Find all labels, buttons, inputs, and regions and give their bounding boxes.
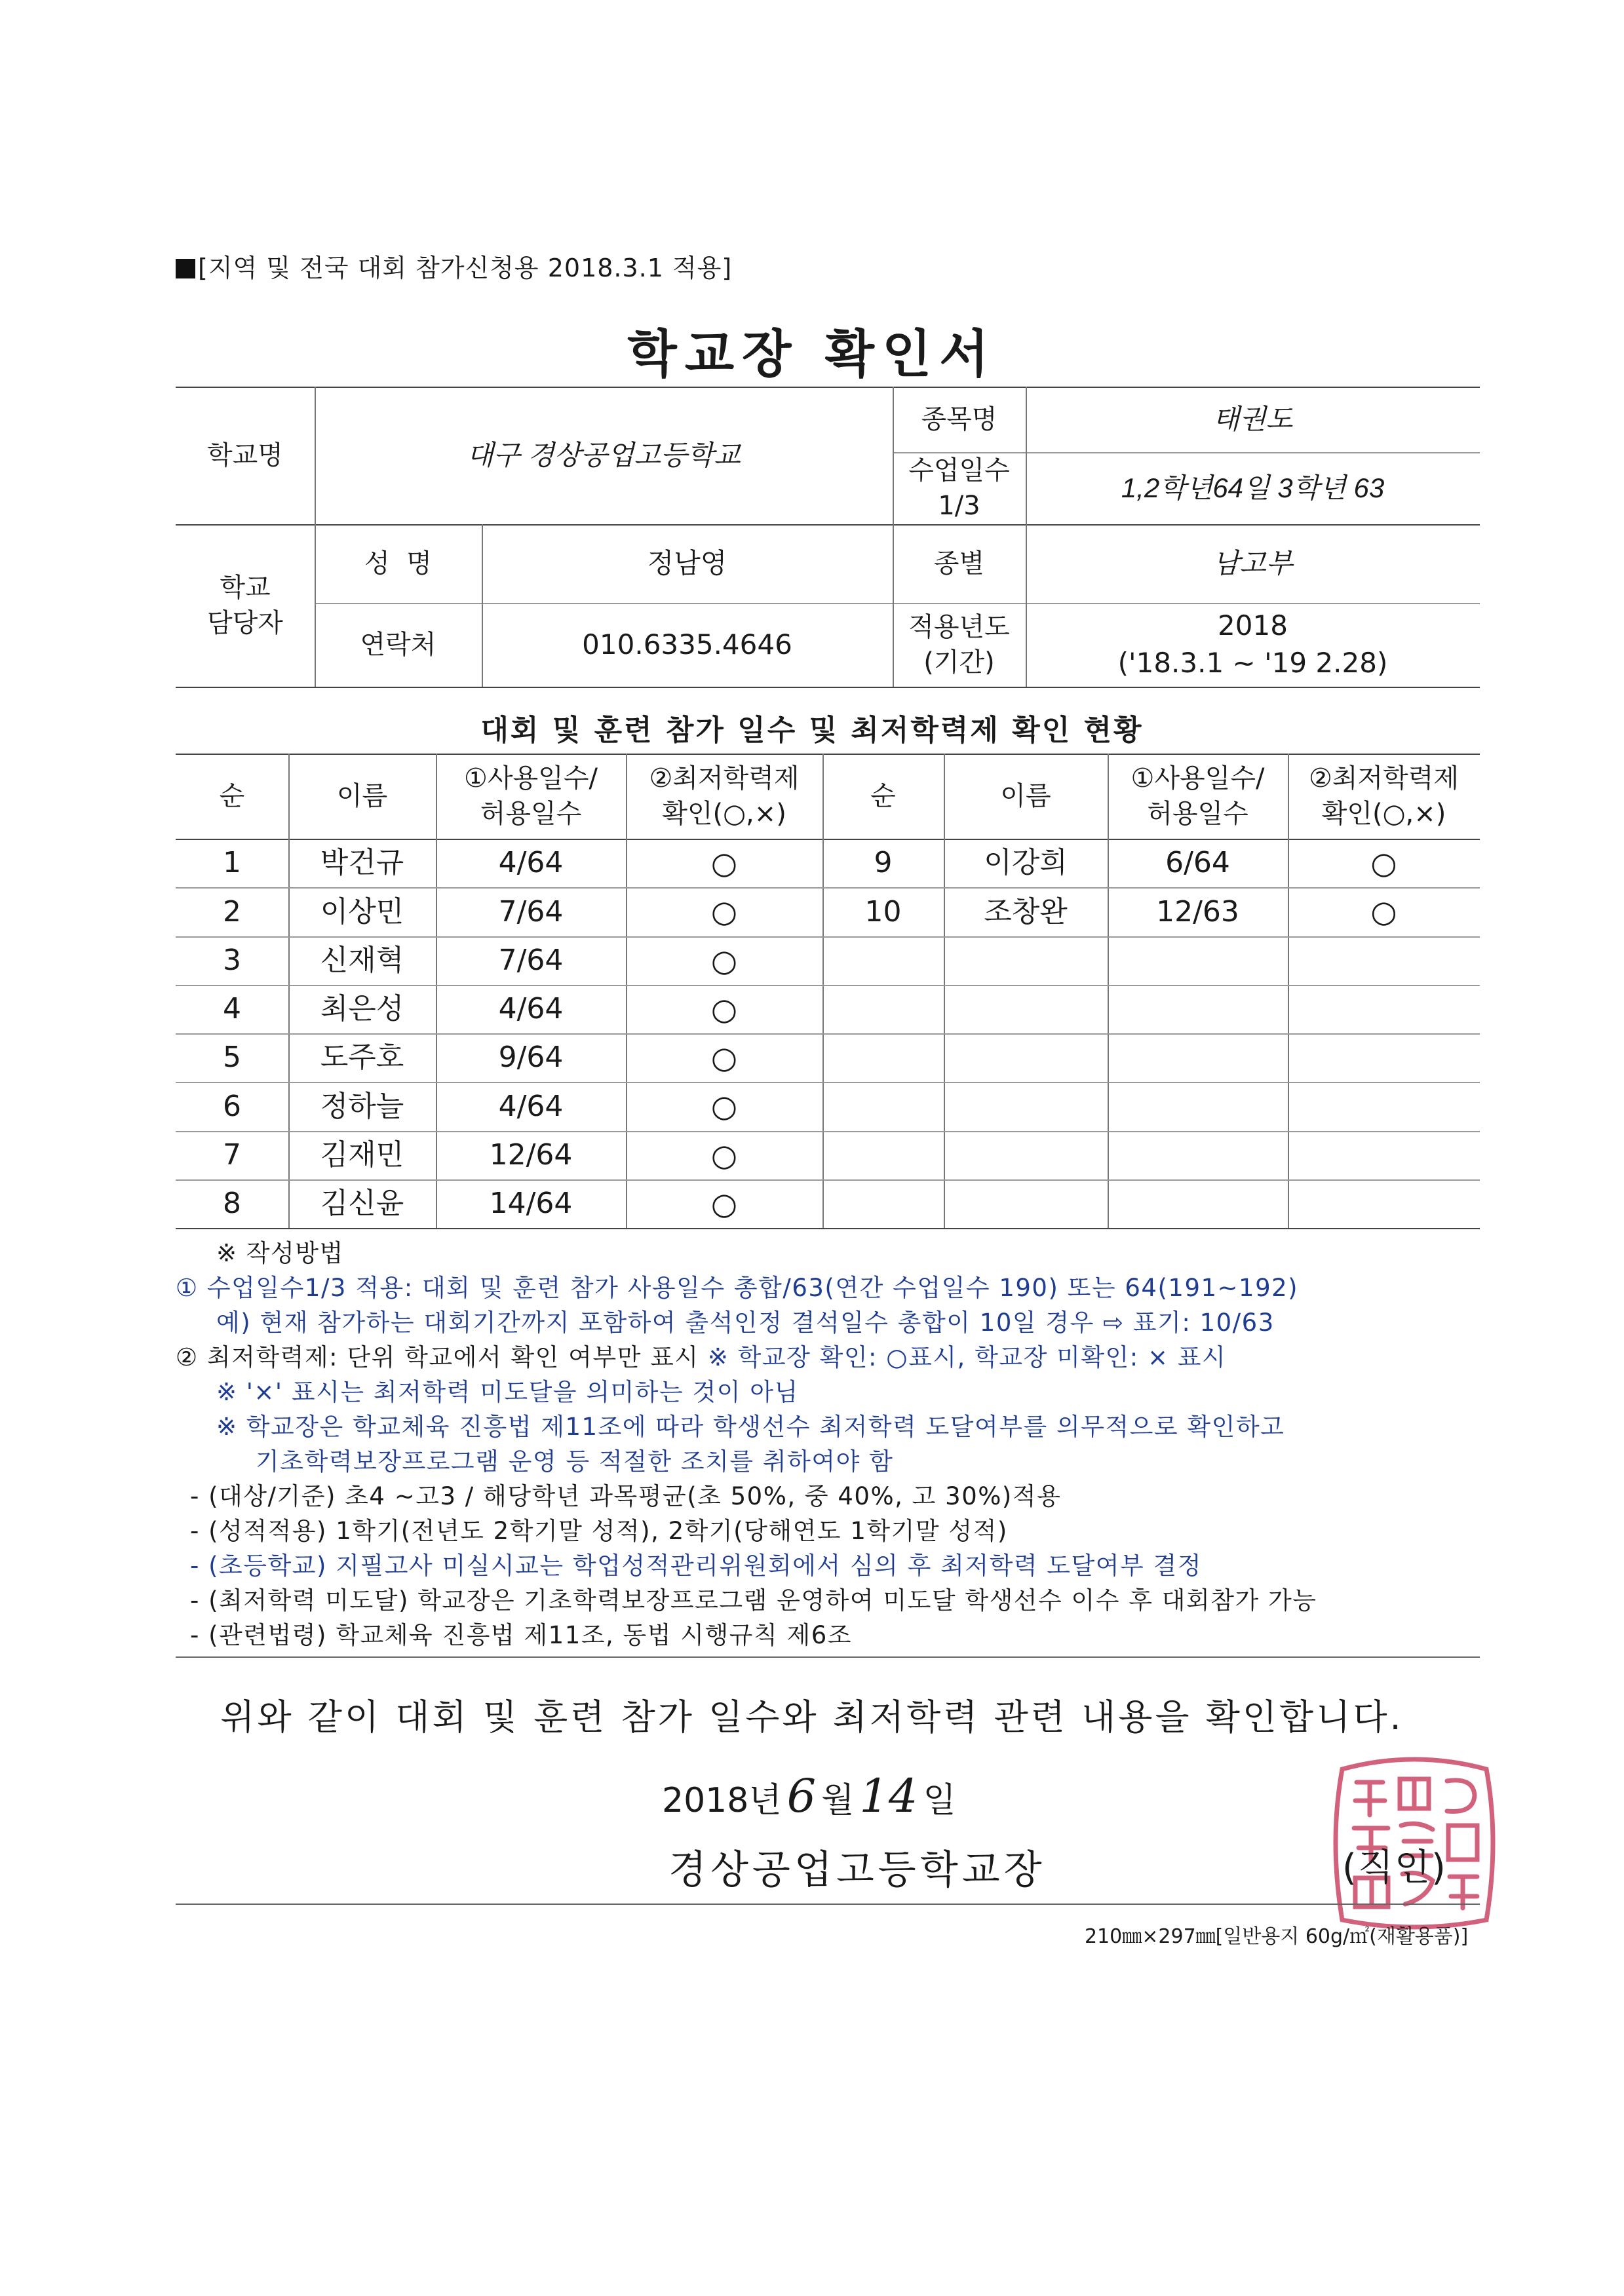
detail-3: - (초등학교) 지필고사 미실시교는 학업성적관리위원회에서 심의 후 최저학력 도달여부 결정 bbox=[190, 1552, 1203, 1580]
row-name-cell bbox=[288, 887, 436, 936]
row-no: 3 bbox=[223, 943, 241, 977]
row-no-cell bbox=[176, 1033, 288, 1082]
header-no: 순 bbox=[870, 781, 896, 811]
row-days: 12/63 bbox=[1156, 894, 1239, 928]
year-label bbox=[893, 603, 1026, 687]
year-label-line1: 적용년도 bbox=[908, 612, 1010, 642]
row-name-cell bbox=[288, 936, 436, 985]
section-divider bbox=[176, 1656, 1480, 1658]
row-days-cell bbox=[436, 839, 626, 887]
date-year: 2018년 bbox=[662, 1781, 782, 1820]
header-check bbox=[1288, 754, 1480, 839]
check-circle-mark: ○ bbox=[710, 1040, 738, 1076]
classdays-label-line1: 수업일수 bbox=[908, 455, 1010, 486]
row-name-cell bbox=[288, 985, 436, 1033]
row-check-cell bbox=[626, 1131, 822, 1179]
row-name: 최은성 bbox=[320, 992, 404, 1026]
contact-label: 연락처 bbox=[360, 630, 436, 660]
sport-value: 태권도 bbox=[1212, 403, 1293, 434]
row-name: 도주호 bbox=[320, 1041, 404, 1075]
gender-label: 종별 bbox=[933, 548, 985, 579]
date-day-unit: 일 bbox=[923, 1781, 956, 1820]
note-2 bbox=[176, 1337, 1226, 1373]
row-days: 7/64 bbox=[498, 943, 564, 977]
row-name-cell bbox=[288, 839, 436, 887]
document-title: 학교장 확인서 bbox=[627, 325, 997, 384]
contact-value: 010.6335.4646 bbox=[582, 628, 792, 660]
check-circle-mark: ○ bbox=[710, 1185, 738, 1221]
row-check-cell bbox=[626, 839, 822, 887]
row-no-cell bbox=[822, 887, 944, 936]
row-days-cell bbox=[436, 1033, 626, 1082]
header-name: 이름 bbox=[336, 781, 388, 811]
check-circle-mark: ○ bbox=[1370, 845, 1397, 881]
table-border bbox=[176, 687, 1480, 688]
date-month-handwritten: 6 bbox=[786, 1769, 817, 1823]
row-name: 정하늘 bbox=[320, 1089, 404, 1123]
row-name-cell bbox=[288, 1082, 436, 1130]
manager-label-line1: 학교 bbox=[220, 573, 271, 603]
gender-value: 남고부 bbox=[1212, 547, 1293, 579]
row-no-cell bbox=[176, 936, 288, 985]
header-note-text: [지역 및 전국 대회 참가신청용 2018.3.1 적용] bbox=[198, 254, 733, 282]
row-check-cell bbox=[626, 1082, 822, 1130]
row-name: 박건규 bbox=[320, 846, 404, 880]
row-name-cell bbox=[288, 1033, 436, 1082]
table-border bbox=[176, 1228, 1480, 1229]
header-days bbox=[1108, 754, 1288, 839]
row-check-cell bbox=[626, 1179, 822, 1228]
note-4a: ※ 학교장은 학교체육 진흥법 제11조에 따라 학생선수 최저학력 도달여부를 의무적으로 확인하고 bbox=[216, 1413, 1285, 1441]
note-4b: 기초학력보장프로그램 운영 등 적절한 조치를 취하여야 함 bbox=[256, 1447, 894, 1476]
date-month-unit: 월 bbox=[821, 1781, 855, 1820]
detail-5: - (관련법령) 학교체육 진흥법 제11조, 동법 시행규칙 제6조 bbox=[190, 1621, 853, 1649]
header-check-line2: 확인(○,×) bbox=[1321, 799, 1446, 829]
detail-4: - (최저학력 미도달) 학교장은 기초학력보장프로그램 운영하여 미도달 학생선수 이수 후 대회참가 가능 bbox=[190, 1586, 1317, 1615]
header-check-line2: 확인(○,×) bbox=[662, 799, 786, 829]
row-check-cell bbox=[1288, 839, 1480, 887]
detail-1: - (대상/기준) 초4 ~고3 / 해당학년 과목평균(초 50%, 중 40%, 고 30%)적용 bbox=[190, 1482, 1062, 1510]
note-1b: 예) 현재 참가하는 대회기간까지 포함하여 출석인정 결석일수 총합이 10일 경우 ⇨ 표기: 10/63 bbox=[216, 1309, 1275, 1337]
row-no: 4 bbox=[223, 992, 241, 1026]
classdays-value: 1,2학년64일 3학년 63 bbox=[1121, 472, 1385, 503]
row-name: 이강희 bbox=[984, 846, 1068, 880]
row-days-cell bbox=[436, 1179, 626, 1228]
header-days-line2: 허용일수 bbox=[480, 799, 582, 829]
row-no: 2 bbox=[223, 894, 241, 928]
row-name: 김신윤 bbox=[320, 1187, 404, 1221]
row-name: 신재혁 bbox=[320, 943, 404, 977]
header-check bbox=[626, 754, 822, 839]
check-circle-mark: ○ bbox=[710, 1137, 738, 1173]
row-no-cell bbox=[176, 1131, 288, 1179]
seal-label: (직인) bbox=[1342, 1846, 1447, 1889]
row-name: 이상민 bbox=[320, 894, 404, 928]
row-name-cell bbox=[944, 839, 1108, 887]
footer-divider bbox=[176, 1904, 1480, 1905]
paper-spec: 210㎜×297㎜[일반용지 60g/㎡(재활용품)] bbox=[1085, 1925, 1469, 1948]
row-no: 1 bbox=[223, 846, 241, 880]
header-days bbox=[436, 754, 626, 839]
closing-statement: 위와 같이 대회 및 훈련 참가 일수와 최저학력 관련 내용을 확인합니다. bbox=[220, 1696, 1404, 1738]
row-check-cell bbox=[626, 936, 822, 985]
note-2-suffix: ※ 학교장 확인: ○표시, 학교장 미확인: × 표시 bbox=[707, 1343, 1227, 1371]
detail-2: - (성적적용) 1학기(전년도 2학기말 성적), 2학기(당해연도 1학기말 성적) bbox=[190, 1517, 1008, 1545]
year-label-line2: (기간) bbox=[923, 647, 995, 678]
square-bullet-icon bbox=[176, 259, 195, 278]
row-no: 8 bbox=[223, 1187, 241, 1221]
header-check-line1: ②최저학력제 bbox=[649, 763, 800, 794]
principal-title: 경상공업고등학교장 bbox=[668, 1847, 1046, 1893]
header-name: 이름 bbox=[1000, 781, 1051, 811]
row-days: 7/64 bbox=[498, 894, 564, 928]
header-check-line1: ②최저학력제 bbox=[1308, 763, 1460, 794]
section-title: 대회 및 훈련 참가 일수 및 최저학력제 확인 현황 bbox=[480, 714, 1144, 747]
row-check-cell bbox=[626, 887, 822, 936]
row-days: 12/64 bbox=[489, 1138, 573, 1172]
row-days: 4/64 bbox=[498, 992, 564, 1026]
note-2-prefix: ② 최저학력제: 단위 학교에서 확인 여부만 표시 bbox=[176, 1343, 699, 1371]
row-no-cell bbox=[176, 887, 288, 936]
row-name-cell bbox=[288, 1131, 436, 1179]
row-no: 10 bbox=[864, 894, 902, 928]
header-days-line1: ①사용일수/ bbox=[464, 763, 598, 794]
signature-date bbox=[662, 1769, 956, 1823]
manager-label-line2: 담당자 bbox=[207, 608, 283, 638]
row-no: 5 bbox=[223, 1041, 241, 1075]
row-no-cell bbox=[176, 839, 288, 887]
header-no: 순 bbox=[219, 781, 245, 811]
row-check-cell bbox=[626, 985, 822, 1033]
note-1a: ① 수업일수1/3 적용: 대회 및 훈련 참가 사용일수 총합/63(연간 수업일수 190) 또는 64(191~192) bbox=[176, 1274, 1299, 1302]
sport-label: 종목명 bbox=[921, 404, 997, 434]
row-days: 4/64 bbox=[498, 1089, 564, 1123]
year-value-line1: 2018 bbox=[1218, 609, 1288, 642]
row-name-cell bbox=[944, 887, 1108, 936]
row-check-cell bbox=[1288, 887, 1480, 936]
header-note bbox=[176, 248, 732, 284]
row-days: 4/64 bbox=[498, 846, 564, 880]
row-no: 7 bbox=[223, 1138, 241, 1172]
manager-label bbox=[176, 524, 315, 687]
header-days-line1: ①사용일수/ bbox=[1131, 763, 1265, 794]
year-value bbox=[1026, 603, 1480, 687]
row-days-cell bbox=[436, 887, 626, 936]
name-value: 정남영 bbox=[647, 546, 727, 579]
row-days: 14/64 bbox=[489, 1187, 573, 1221]
row-days-cell bbox=[436, 1131, 626, 1179]
classdays-label-line2: 1/3 bbox=[938, 491, 980, 521]
classdays-label bbox=[893, 452, 1026, 524]
school-value: 대구 경상공업고등학교 bbox=[467, 439, 741, 470]
row-no-cell bbox=[822, 839, 944, 887]
check-circle-mark: ○ bbox=[710, 991, 738, 1027]
notes-heading: ※ 작성방법 bbox=[216, 1239, 344, 1267]
school-label: 학교명 bbox=[207, 440, 283, 470]
name-label: 성 명 bbox=[364, 548, 432, 579]
row-no: 9 bbox=[874, 846, 893, 880]
year-value-line2: ('18.3.1 ~ '19 2.28) bbox=[1117, 647, 1388, 679]
row-days: 6/64 bbox=[1165, 846, 1230, 880]
check-circle-mark: ○ bbox=[1370, 894, 1397, 930]
row-name-cell bbox=[288, 1179, 436, 1228]
check-circle-mark: ○ bbox=[710, 942, 738, 978]
row-name: 김재민 bbox=[320, 1138, 404, 1172]
row-check-cell bbox=[626, 1033, 822, 1082]
row-days: 9/64 bbox=[498, 1041, 564, 1075]
row-days-cell bbox=[1108, 887, 1288, 936]
note-3: ※ '×' 표시는 최저학력 미도달을 의미하는 것이 아님 bbox=[216, 1378, 799, 1406]
header-days-line2: 허용일수 bbox=[1147, 799, 1248, 829]
row-no-cell bbox=[176, 1082, 288, 1130]
row-days-cell bbox=[436, 1082, 626, 1130]
check-circle-mark: ○ bbox=[710, 894, 738, 930]
row-days-cell bbox=[1108, 839, 1288, 887]
row-days-cell bbox=[436, 936, 626, 985]
check-circle-mark: ○ bbox=[710, 845, 738, 881]
row-no: 6 bbox=[223, 1089, 241, 1123]
row-no-cell bbox=[176, 985, 288, 1033]
row-no-cell bbox=[176, 1179, 288, 1228]
date-day-handwritten: 14 bbox=[859, 1769, 918, 1823]
check-circle-mark: ○ bbox=[710, 1088, 738, 1124]
row-name: 조창완 bbox=[984, 894, 1068, 928]
row-days-cell bbox=[436, 985, 626, 1033]
